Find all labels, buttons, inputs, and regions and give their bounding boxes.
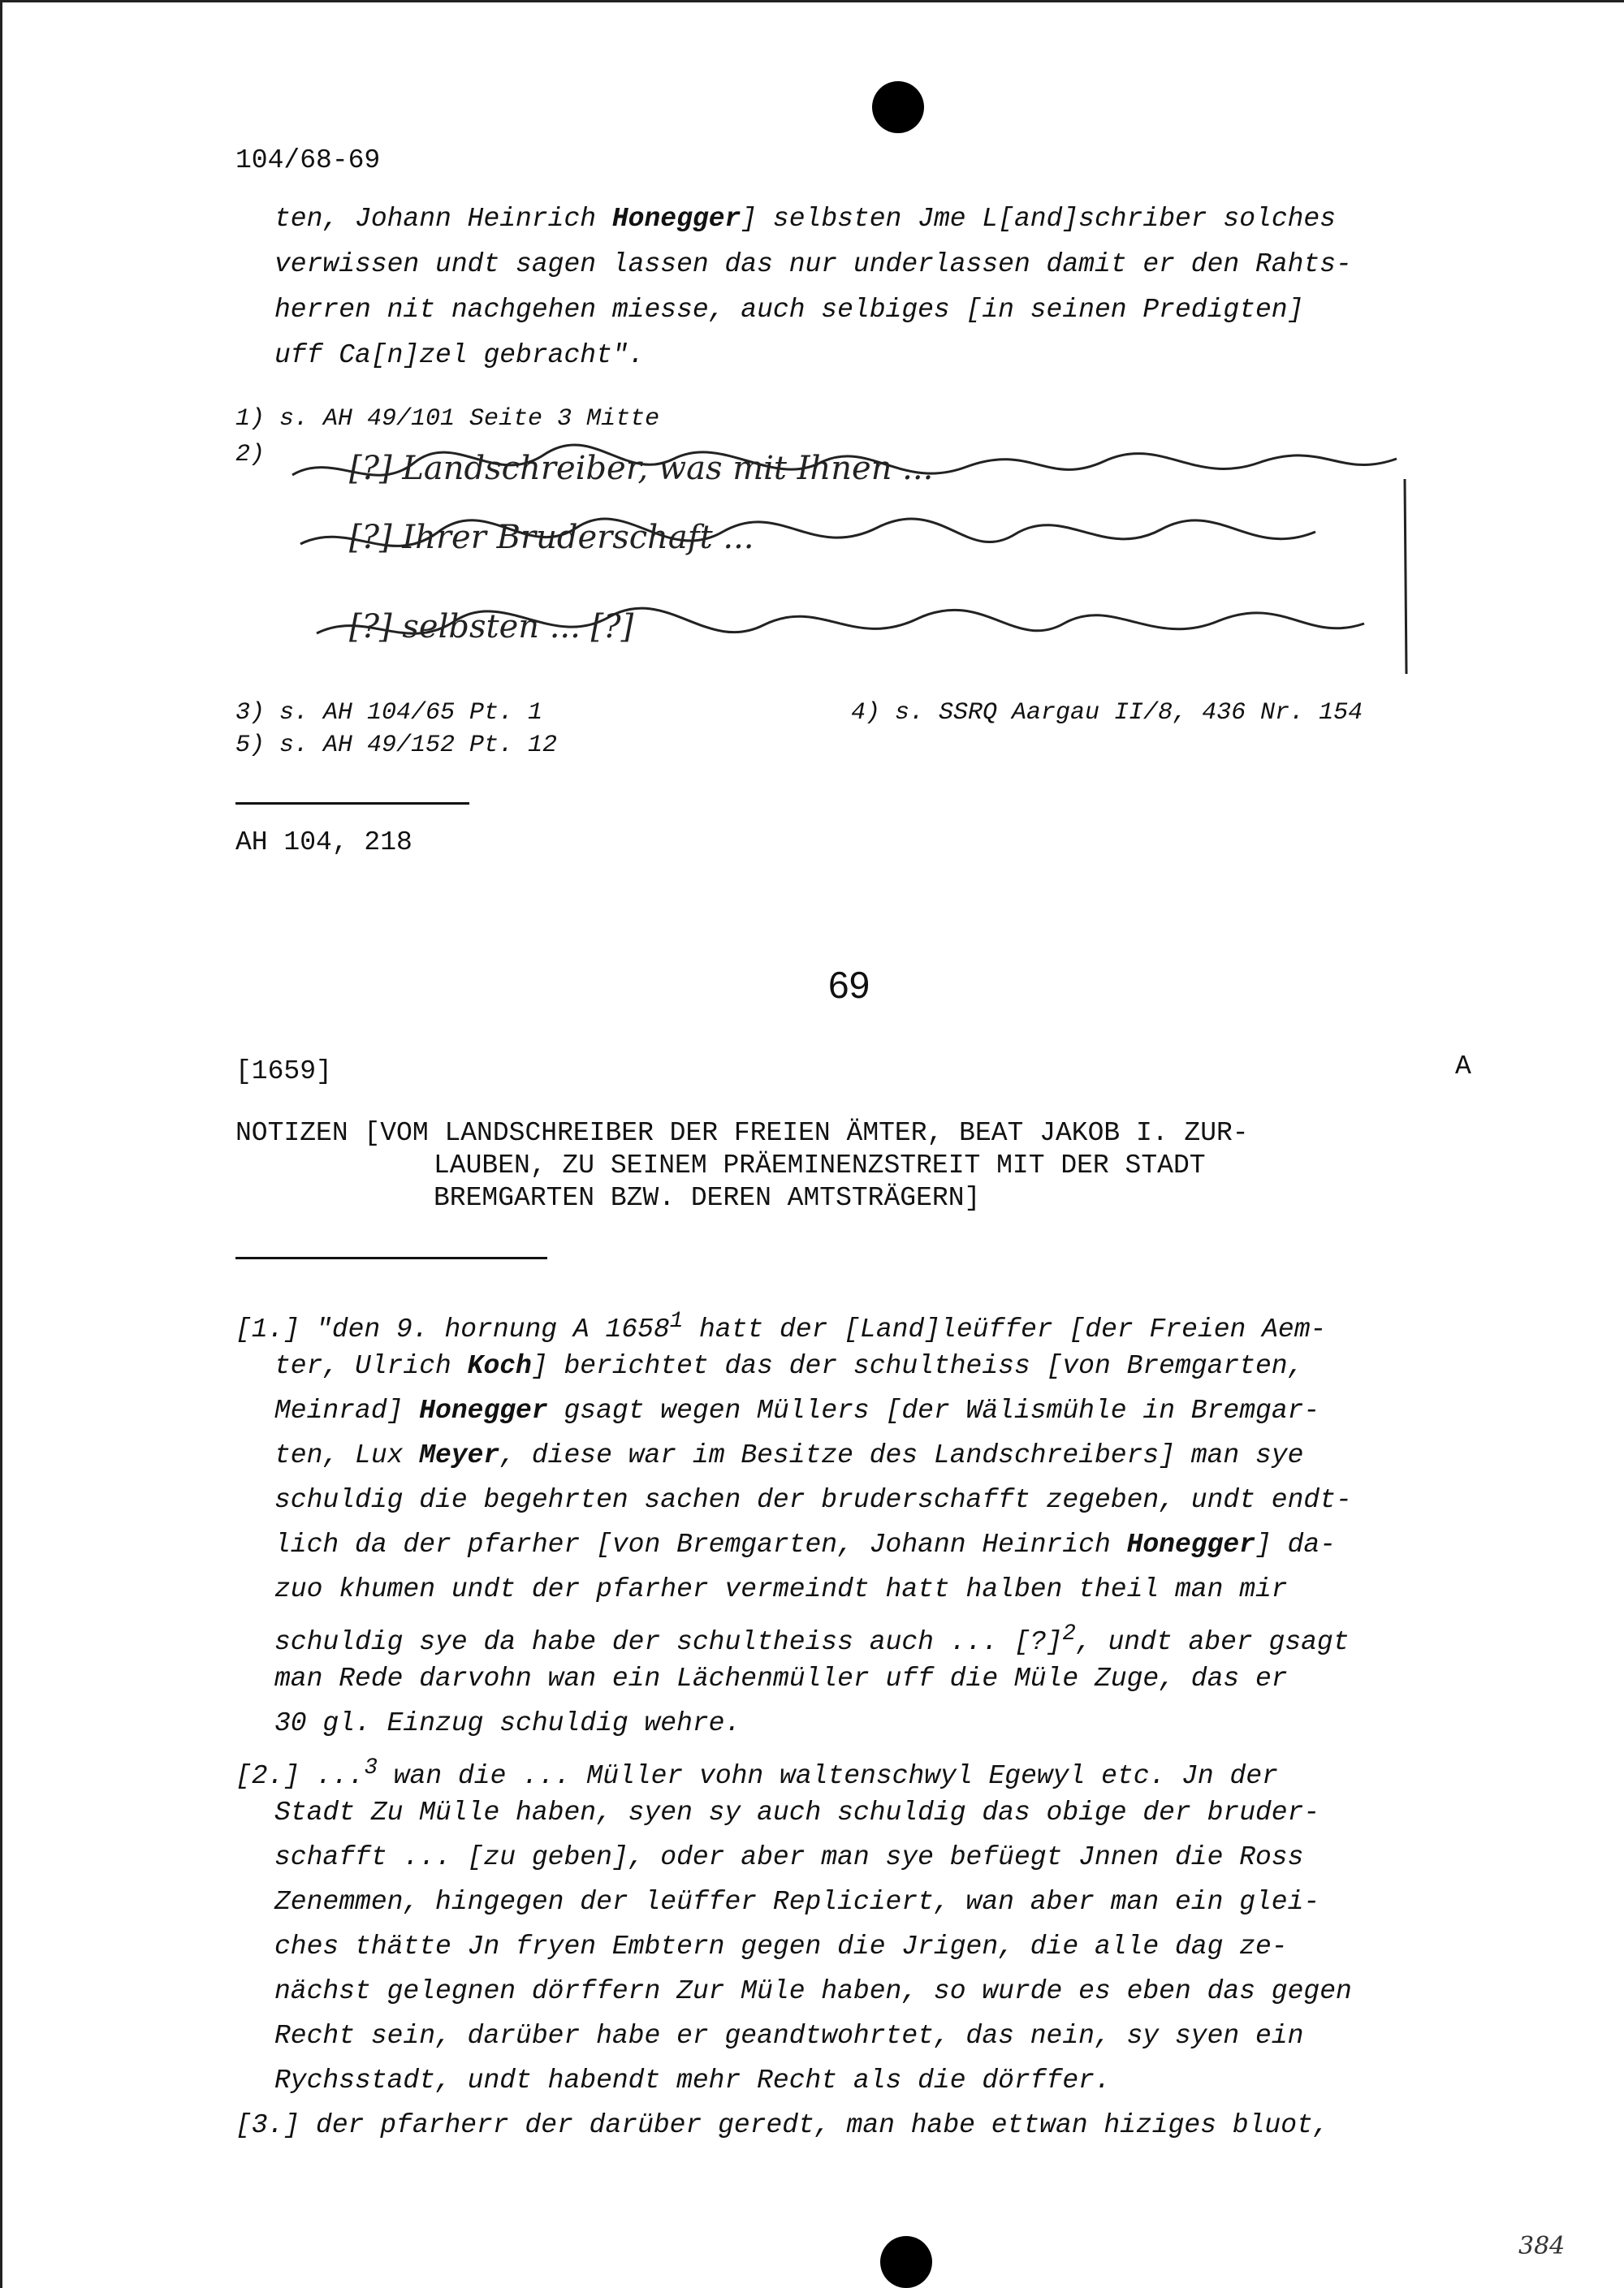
svg-text:[?] Ihrer Bruderschaft ...: [?] Ihrer Bruderschaft ... bbox=[349, 519, 754, 556]
svg-text:384: 384 bbox=[1518, 2232, 1566, 2260]
title-line: BREMGARTEN BZW. DEREN AMTSTRÄGERN] bbox=[434, 1183, 981, 1213]
text-line: ter, Ulrich Koch] berichtet das der schultheiss [von Bremgarten, bbox=[274, 1351, 1304, 1381]
text-line: schuldig die begehrten sachen der bruderschafft zegeben, undt endt- bbox=[274, 1485, 1352, 1515]
handwriting-svg bbox=[284, 430, 1413, 698]
source-reference: AH 104, 218 bbox=[235, 827, 412, 857]
text-line: lich da der pfarher [von Bremgarten, Johann Heinrich Honegger] da- bbox=[274, 1530, 1337, 1560]
text-line: Recht sein, darüber habe er geandtwohrtet, das nein, sy syen ein bbox=[274, 2021, 1304, 2051]
divider-title bbox=[235, 1257, 547, 1259]
text-line: Rychsstadt, undt habendt mehr Recht als die dörffer. bbox=[274, 2066, 1111, 2096]
document-date: [1659] bbox=[235, 1056, 332, 1086]
text-line: schuldig sye da habe der schultheiss auch ... [?]$^2$, undt aber gsagt bbox=[274, 1621, 1350, 1657]
page-signature-handwritten bbox=[1517, 2230, 1582, 2262]
page-edge-top bbox=[0, 0, 1624, 2]
document-letter: A bbox=[1455, 1051, 1471, 1081]
footnote-5: 5) s. AH 49/152 Pt. 12 bbox=[235, 732, 558, 759]
text-line: ten, Lux Meyer, diese war im Besitze des Landschreibers] man sye bbox=[274, 1440, 1304, 1470]
binding-hole-top bbox=[872, 81, 924, 133]
document-number: 69 bbox=[828, 964, 870, 1006]
text-line: Zenemmen, hingegen der leüffer Repliciert, wan aber man ein glei- bbox=[274, 1887, 1320, 1917]
svg-text:[?] Landschreiber, was mit Ihn: [?] Landschreiber, was mit Ihnen ... bbox=[349, 450, 934, 487]
text-line: ches thätte Jn fryen Embtern gegen die Jrigen, die alle dag ze- bbox=[274, 1932, 1288, 1962]
text-line: uff Ca[n]zel gebracht". bbox=[274, 340, 645, 370]
divider-short bbox=[235, 802, 469, 805]
signature-svg bbox=[1517, 2230, 1582, 2262]
footnote-1: 1) s. AH 49/101 Seite 3 Mitte bbox=[235, 405, 660, 433]
text-line: [1.] "den 9. hornung A 1658$^1$ hatt der [Land]leüffer [der Freien Aem- bbox=[235, 1309, 1327, 1345]
text-line: ten, Johann Heinrich Honegger] selbsten Jme L[and]schriber solches bbox=[274, 204, 1337, 234]
page-edge-left bbox=[0, 0, 2, 2288]
text-line: [3.] der pfarherr der darüber geredt, man habe ettwan hiziges bluot, bbox=[235, 2110, 1329, 2140]
title-line: LAUBEN, ZU SEINEM PRÄEMINENZSTREIT MIT DER STADT bbox=[434, 1150, 1206, 1181]
handwritten-note-image bbox=[284, 430, 1413, 698]
text-line: verwissen undt sagen lassen das nur underlassen damit er den Rahts- bbox=[274, 249, 1352, 279]
header-reference: 104/68-69 bbox=[235, 145, 381, 175]
title-line: NOTIZEN [VOM LANDSCHREIBER DER FREIEN ÄMTER, BEAT JAKOB I. ZUR- bbox=[235, 1118, 1249, 1148]
footnote-2: 2) bbox=[235, 441, 266, 468]
text-line: Meinrad] Honegger gsagt wegen Müllers [der Wälismühle in Bremgar- bbox=[274, 1396, 1320, 1426]
svg-text:[?] selbsten ... [?]: [?] selbsten ... [?] bbox=[349, 608, 634, 645]
text-line: nächst gelegnen dörffern Zur Müle haben, so wurde es eben das gegen bbox=[274, 1976, 1352, 2006]
text-line: zuo khumen undt der pfarher vermeindt hatt halben theil man mir bbox=[274, 1574, 1288, 1604]
text-line: man Rede darvohn wan ein Lächenmüller uff die Müle Zuge, das er bbox=[274, 1664, 1288, 1694]
text-line: [2.] ...$^3$ wan die ... Müller vohn waltenschwyl Egewyl etc. Jn der bbox=[235, 1755, 1278, 1791]
footnote-4: 4) s. SSRQ Aargau II/8, 436 Nr. 154 bbox=[851, 699, 1363, 727]
binding-hole-bottom bbox=[880, 2236, 932, 2288]
footnote-3: 3) s. AH 104/65 Pt. 1 bbox=[235, 699, 543, 727]
text-line: schafft ... [zu geben], oder aber man sye befüegt Jnnen die Ross bbox=[274, 1842, 1304, 1872]
text-line: herren nit nachgehen miesse, auch selbiges [in seinen Predigten] bbox=[274, 295, 1304, 325]
text-line: Stadt Zu Mülle haben, syen sy auch schuldig das obige der bruder- bbox=[274, 1798, 1320, 1828]
text-line: 30 gl. Einzug schuldig wehre. bbox=[274, 1708, 741, 1738]
